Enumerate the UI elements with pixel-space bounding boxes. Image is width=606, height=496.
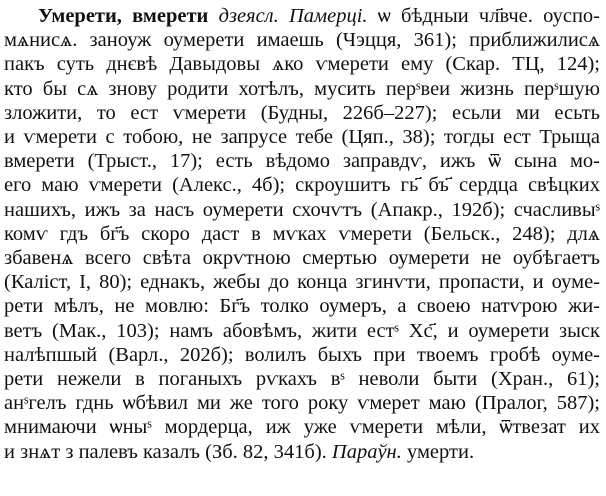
entry-line: пакъ суть днєвѣ Давыдовы ѧко ѵмерети ему (Скар. ТЦ, 124); bbox=[4, 53, 600, 76]
entry-line: вмерети (Трыст., 17); есть вѣдомо заправдѵ, ижъ ѿ сына мо- bbox=[4, 150, 600, 173]
entry-line: его маю ѵмерети (Алекс., 4б); скроушитъ гь҃ бъ҃ сердца свѣцких bbox=[4, 174, 600, 197]
entry-line: комѵ гдъ бг҃ъ скоро даст в мѵках ѵмерети (Бельск., 248); длѧ bbox=[4, 222, 600, 245]
entry-line: збавенѧ всего свѣта окрѵтною смертью оумерети не оубѣгаетъ bbox=[4, 247, 600, 270]
cross-reference-label: Параўн. bbox=[331, 440, 402, 463]
entry-line: рети мѣлъ, не мовлю: Бг҃ъ толко оумеръ, а своею натѵрою жи- bbox=[4, 295, 600, 318]
entry-line-last bbox=[4, 440, 600, 464]
entry-line-1 bbox=[4, 4, 600, 28]
entry-line: рети нежели в поганыхъ рѵкахъ вˢ неволи быти (Хран., 61); bbox=[4, 368, 600, 391]
entry-line: нашихъ, ижъ за насъ оумерети схочѵтъ (Апакр., 192б); счасливыˢ bbox=[4, 198, 600, 221]
dictionary-entry bbox=[4, 4, 600, 464]
part-of-speech: дзеясл. bbox=[218, 5, 279, 27]
entry-line: (Каліст, І, 80); еднакъ, жебы до конца згинѵти, пропасти, и оуме- bbox=[4, 271, 600, 294]
entry-line: налѣпшый (Варл., 202б); волилъ быхъ при твоемъ гробѣ оуме- bbox=[4, 343, 600, 366]
cross-reference-word: умерти. bbox=[406, 440, 475, 463]
entry-line: мнимаючи ѡныˢ мордерца, иж уже ѵмерети мѣли, ѿтвезат их bbox=[4, 416, 600, 439]
entry-line-1-text: ѡ бѣдныи чл҃вче. оуспо- bbox=[377, 5, 600, 27]
entry-line: и ѵмерети с тобою, не запрусе тебе (Цяп., 38); тогды ест Трыща bbox=[4, 126, 600, 149]
entry-line: мѧнисѧ. заноуж оумерети имаешь (Чэцця, 361); приближилисѧ bbox=[4, 29, 600, 52]
entry-line: ветъ (Мак., 103); намъ абовѣмъ, жити естˢ Хс҃, и оумерети зыск bbox=[4, 319, 600, 342]
gloss: Памерці. bbox=[288, 5, 368, 27]
entry-line: зложити, то ест ѵмерети (Будны, 226б–227); есьли ми есьть bbox=[4, 101, 600, 124]
entry-line: анˢгелъ гднь ѡбѣвил ми же того року ѵмерет маю (Пралог, 587); bbox=[4, 392, 600, 415]
entry-line-last-text: и знѧт з палевъ казалъ (Зб. 82, 341б). bbox=[4, 440, 327, 463]
headword: Умерети, вмерети bbox=[38, 5, 209, 27]
entry-line: кто бы сѧ знову родити хотѣлъ, мусить перˢвеи жизнь перˢшую bbox=[4, 77, 600, 100]
